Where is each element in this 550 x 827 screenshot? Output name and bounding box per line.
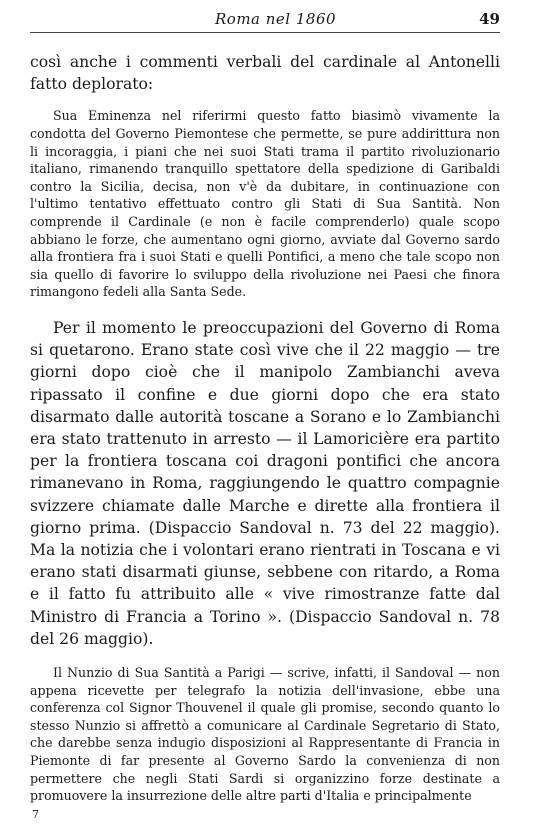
main-paragraph: Per il momento le preoccupazioni del Governo di Roma si quetarono. Erano state così vive che il 22 maggio — tre giorni dopo cioè che il manipolo Zambianchi aveva ripassato il confine e due giorni dopo che era stato disarmato dalle autorità toscane a Sorano e lo Zambianchi era stato trattenuto in arresto — il Lamoricière era partito per la frontiera toscana coi dragoni pontifici che ancora rimanevano in Roma, raggiungendo le quattro compagnie svizzere chiamate dalle Marche e dirette alla frontiera il giorno prima. (Dispaccio Sandoval n. 73 del 22 maggio). Ma la notizia che i volontari erano rientrati in Toscana e vi erano stati disarmati giunse, sebbene con ritardo, a Roma e il fatto fu attribuito alle « vive rimostranze fatte dal Ministro di Francia a Torino ». (Dispaccio Sandoval n. 78 del 26 maggio). [30,318,500,648]
book-page [30,6,500,805]
signature-mark: 7 [32,808,39,821]
block-quote-sandoval: Il Nunzio di Sua Santità a Parigi — scrive, infatti, il Sandoval — non appena ricevette per telegrafo la notizia dell'invasione, ebbe una conferenza col Signor Thouvenel il quale gli promise, secondo quanto lo stesso Nunzio si affrettò a comunicare al Cardinale Segretario di Stato, che darebbe senza indugio disposizioni al Rappresentante di Francia in Piemonte di far presente al Governo Sardo la convenienza di non permettere che negli Stati Sardi si organizzino forze destinate a promuovere la insurrezione delle altre parti d'Italia e principalmente [30,664,500,804]
block-quote-cardinal: Sua Eminenza nel riferirmi questo fatto biasimò vivamente la condotta del Governo Piemontese che permette, se pure addirittura non li incoraggia, i piani che nei suoi Stati trama il partito rivoluzionario italiano, rimanendo tranquillo spettatore della spedizione di Garibaldi contro la Sicilia, decisa, non v'è da dubitare, in continuazione con l'ultimo tentativo effettuato contro gli Stati di Sua Santità. Non comprende il Cardinale (e non è facile comprenderlo) quale scopo abbiano le forze, che aumentano ogni giorno, avviate dal Governo sardo alla frontiera fra i suoi Stati e quelli Pontifici, a meno che tale scopo non sia quello di favorire lo sviluppo della rivoluzione nei Paesi che finora rimangono fedeli alla Santa Sede. [30,108,500,300]
running-head [30,6,500,33]
page-number: 49 [479,10,500,28]
running-title: Roma nel 1860 [215,10,337,28]
continuation-paragraph: così anche i commenti verbali del cardinale al Antonelli fatto deplorato: [30,53,500,94]
